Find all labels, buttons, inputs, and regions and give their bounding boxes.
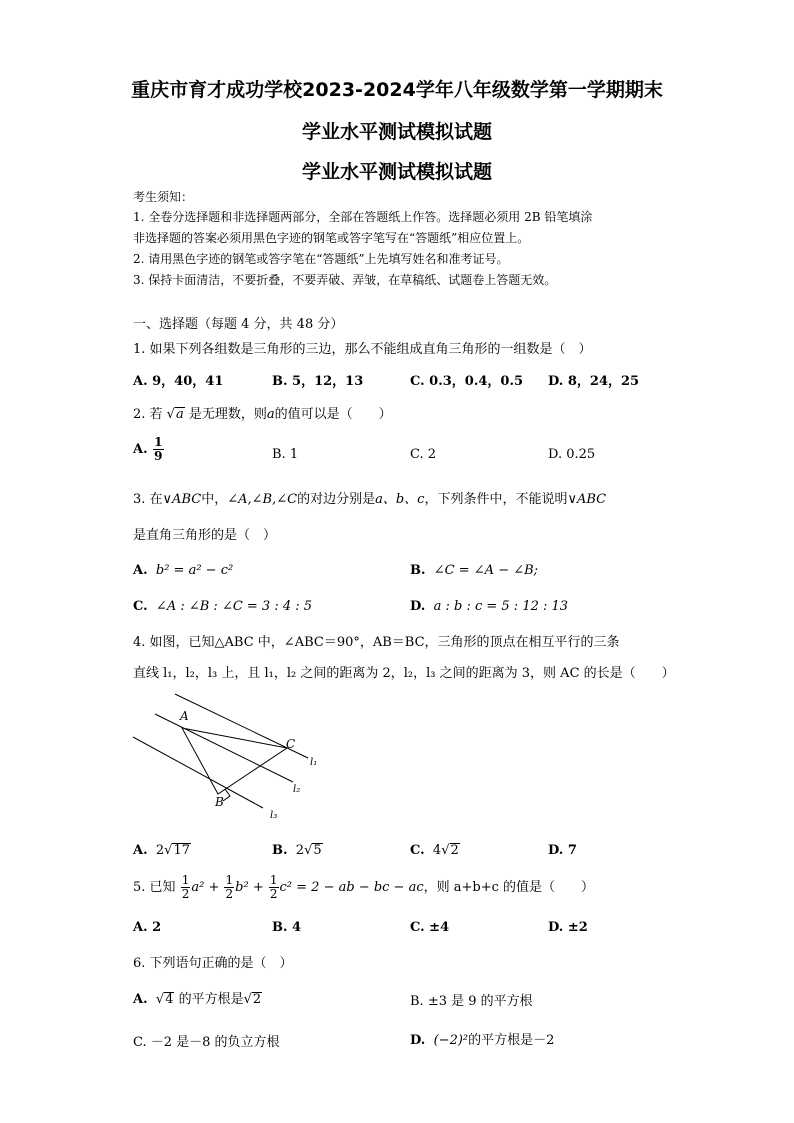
q2-fraction-num: 1 [154,435,163,449]
q2-stem: 2. 若 √a 是无理数，则a的值可以是（ ） [133,407,392,422]
q1-stem: 1. 如果下列各组数是三角形的三边，那么不能组成直角三角形的一组数是（ ） [133,342,592,357]
q5-frac-3-num: 1 [269,873,278,887]
notice-item-1b: 非选择题的答案必须用黑色字迹的钢笔或答字笔写在“答题纸”相应位置上。 [133,231,530,245]
q6-option-c: C. －2 是－8 的负立方根 [133,1035,280,1050]
q5-option-b: B. 4 [272,920,302,935]
q3-triangle: ∨ABC [162,492,202,507]
q2-option-c: C. 2 [410,447,437,462]
q5-c2: c² [279,880,292,895]
q3-stem-line2: 是直角三角形的是（ ） [133,528,277,543]
notice-item-1a: 1. 全卷分选择题和非选择题两部分，全部在答题纸上作答。选择题必须用 2B 铅笔填涂 [133,210,593,224]
label-l2: l₂ [293,784,301,795]
q4-option-b-rad: 5 [313,843,322,858]
q3-option-d-label: D. [410,599,426,614]
q2-var: a [266,407,275,422]
q4-option-c-coef: 4 [432,843,442,858]
q3-angles: ∠A,∠B,∠C [227,492,298,507]
q3-option-b-label: B. [410,563,426,578]
q4-option-c: C. 4√2 [410,843,459,858]
q4-option-a-label: A. [133,843,148,858]
notice-heading: 考生须知： [133,190,194,204]
q6-option-d [410,1029,554,1048]
q5-p2: ，则 a+b+c 的值是（ ） [423,880,595,895]
right-angle-mark [223,789,230,801]
q5-plus-2: + [252,880,264,895]
q3-triangle-2: ∨ABC [567,492,607,507]
q5-frac-3-den: 2 [269,887,278,901]
q2-stem-tail: 的值可以是（ ） [274,407,392,422]
q3-sides: a、b、c [375,492,425,507]
q4-option-b-coef: 2 [295,843,305,858]
line-l2 [155,714,296,782]
q3-option-b-expr: ∠C = ∠A − ∠B; [433,563,539,578]
q4-stem-line2: 直线 l₁，l₂，l₃ 上，且 l₁，l₂ 之间的距离为 2，l₂，l₃ 之间的距离为 3，则 AC 的长是（ ） [133,666,675,681]
q2-option-b: B. 1 [272,447,299,462]
q6-option-d-label: D. [410,1033,426,1048]
q3-p1: 3. 在 [133,492,163,507]
q6-option-b: B. ±3 是 9 的平方根 [410,994,533,1009]
q3-option-d-expr: a : b : c = 5 : 12 : 13 [433,599,569,614]
q4-figure [130,690,330,825]
q5-a2: a² [191,880,205,895]
q5-frac-3 [269,874,279,901]
q3-p4: ，下列条件中，不能说明 [424,492,568,507]
q5-option-d: D. ±2 [548,920,588,935]
q2-stem-start: 2. 若 [133,407,163,422]
label-a: A [180,709,189,723]
q1-option-a: A. 9，40，41 [133,374,224,389]
q6-stem: 6. 下列语句正确的是（ ） [133,956,293,971]
q3-stem-line1 [133,488,606,507]
label-l3: l₃ [270,810,278,821]
q5-plus-1: + [208,880,220,895]
q4-option-c-rad: 2 [450,843,459,858]
q1-option-d: D. 8，24，25 [548,374,640,389]
q5-p1: 5. 已知 [133,880,176,895]
q4-option-c-label: C. [410,843,425,858]
page-title-line1: 重庆市育才成功学校2023-2024学年八年级数学第一学期期末 [131,79,663,101]
q4-option-a-coef: 2 [155,843,165,858]
q4-option-b-label: B. [272,843,288,858]
q5-frac-2 [224,874,234,901]
q6-option-a-label: A. [133,992,148,1007]
q4-stem-line1: 4. 如图，已知△ABC 中，∠ABC＝90°，AB＝BC，三角形的顶点在相互平行的三条 [133,635,620,650]
q1-option-b: B. 5，12，13 [272,374,364,389]
q2-stem-mid: 是无理数，则 [188,407,267,422]
q4-option-d: D. 7 [548,843,577,858]
line-l3 [133,737,263,808]
q3-option-a-label: A. [133,563,148,578]
q5-b2: b² [235,880,249,895]
q1-option-c: C. 0.3，0.4，0.5 [410,374,524,389]
q2-radicand: a [175,407,184,422]
q5-option-a: A. 2 [133,920,162,935]
q2-option-a-label: A. [133,442,148,457]
q6-option-a-rad1: 4 [165,992,174,1007]
notice-item-2: 2. 请用黑色字迹的钢笔或答字笔在“答题纸”上先填写姓名和准考证号。 [133,252,509,266]
q5-frac-2-num: 1 [225,873,234,887]
section-heading: 一、选择题（每题 4 分，共 48 分） [133,317,344,332]
q6-option-a-mid: 的平方根是 [178,992,244,1007]
q4-option-b: B. 2√5 [272,843,322,858]
q3-option-a-expr: b² = a² − c² [155,563,234,578]
q4-option-a-rad: 17 [173,843,191,858]
q3-option-a [133,563,233,578]
q5-option-c: C. ±4 [410,920,450,935]
notice-item-3: 3. 保持卡面清洁，不要折叠，不要弄破、弄皱，在草稿纸、试题卷上答题无效。 [133,273,557,287]
q5-rhs: = 2 − ab − bc − ac [296,880,424,895]
q6-option-a: A. √4 的平方根是√2 [133,992,262,1007]
q3-option-c-expr: ∠A : ∠B : ∠C = 3 : 4 : 5 [155,599,313,614]
q2-fraction [153,436,163,463]
q2-option-d: D. 0.25 [548,447,596,462]
q5-stem [133,874,594,901]
page-title-line2: 学业水平测试模拟试题 [301,121,492,143]
q3-p2: 中， [201,492,228,507]
q6-option-a-rad2: 2 [252,992,262,1007]
q3-option-d [410,599,568,614]
q2-fraction-den: 9 [154,449,163,463]
q5-frac-2-den: 2 [225,887,234,901]
q6-option-d-tail: 的平方根是－2 [468,1033,555,1048]
q5-frac-1-den: 2 [181,887,190,901]
q3-option-c-label: C. [133,599,148,614]
q3-option-c [133,599,312,614]
q3-option-b [410,563,538,578]
label-l1: l₁ [310,757,318,768]
q2-option-a [133,436,165,463]
label-b: B [215,795,224,809]
page-title-line3: 学业水平测试模拟试题 [301,161,492,183]
q4-option-a: A. 2√17 [133,843,191,858]
q5-frac-1-num: 1 [181,873,190,887]
triangle-abc [182,728,287,794]
q5-frac-1 [181,874,191,901]
q3-p3: 的对边分别是 [297,492,376,507]
label-c: C [286,737,296,751]
q6-option-d-expr: (−2)² [433,1033,469,1048]
